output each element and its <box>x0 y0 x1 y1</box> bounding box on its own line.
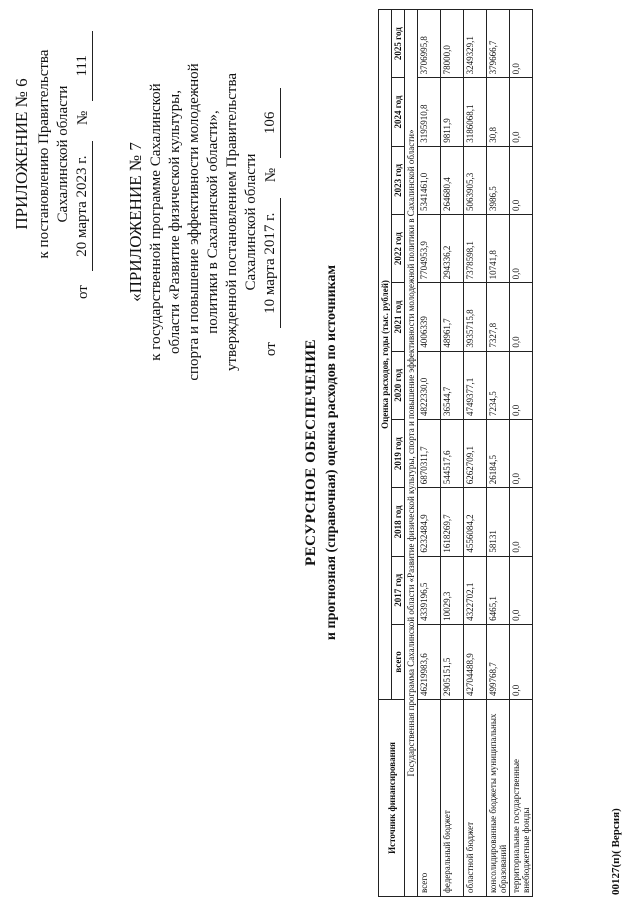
value-cell: 30,8 <box>487 78 510 146</box>
table-row <box>487 10 510 897</box>
value-cell: 0,0 <box>510 488 533 556</box>
value-cell: 6465,1 <box>487 556 510 624</box>
value-cell: 5063905,3 <box>464 146 487 214</box>
estimate-column-header: Оценка расходов, годы (тыс. рублей) <box>379 10 392 700</box>
table-row <box>510 10 533 897</box>
value-cell: 4322702,1 <box>464 556 487 624</box>
column-header: 2020 год <box>392 351 405 419</box>
value-cell: 42704488,9 <box>464 624 487 699</box>
value-cell: 2905151,5 <box>441 624 464 699</box>
value-cell: 0,0 <box>510 215 533 283</box>
column-header: 2018 год <box>392 488 405 556</box>
resource-table <box>378 9 533 897</box>
value-cell: 0,0 <box>510 10 533 78</box>
value-cell: 6870311,7 <box>418 419 441 487</box>
appendix-7-number: 106 <box>261 88 281 158</box>
column-header: 2021 год <box>392 283 405 351</box>
value-cell: 4822330,0 <box>418 351 441 419</box>
value-cell: 3986,5 <box>487 146 510 214</box>
value-cell: 9811,9 <box>441 78 464 146</box>
value-cell: 7234,5 <box>487 351 510 419</box>
column-header: 2017 год <box>392 556 405 624</box>
source-cell: территориальные государственные внебюджетные фонды <box>510 700 533 897</box>
appendix-7-from-label: от <box>263 342 279 357</box>
value-cell: 4006339 <box>418 283 441 351</box>
appendix-7-line: политики в Сахалинской области», <box>205 110 221 334</box>
appendix-7-line: утвержденной постановлением Правительства <box>224 72 240 372</box>
appendix-7-line: области «Развитие физической культуры, <box>167 90 183 355</box>
value-cell: 7378598,1 <box>464 215 487 283</box>
appendix-6-date: 20 марта 2023 г. <box>73 141 93 271</box>
value-cell: 0,0 <box>510 624 533 699</box>
value-cell: 10741,8 <box>487 215 510 283</box>
appendix-7-date-line <box>261 7 281 437</box>
value-cell: 6232484,9 <box>418 488 441 556</box>
value-cell: 7704953,9 <box>418 215 441 283</box>
value-cell: 264680,4 <box>441 146 464 214</box>
value-cell: 48961,7 <box>441 283 464 351</box>
document-footer-code: 00127(п)( Версия) <box>610 808 622 895</box>
column-header: 2019 год <box>392 419 405 487</box>
source-cell: федеральный бюджет <box>441 700 464 897</box>
column-header: всего <box>392 624 405 699</box>
column-header: 2023 год <box>392 146 405 214</box>
value-cell: 5341461,0 <box>418 146 441 214</box>
value-cell: 0,0 <box>510 283 533 351</box>
appendix-7-title: «ПРИЛОЖЕНИЕ № 7 <box>126 142 145 302</box>
appendix-7-line: к государственной программе Сахалинской <box>148 83 164 361</box>
value-cell: 58131 <box>487 488 510 556</box>
value-cell: 4339196,5 <box>418 556 441 624</box>
value-cell: 379666,7 <box>487 10 510 78</box>
value-cell: 3195910,8 <box>418 78 441 146</box>
source-column-header: Источник финансирования <box>379 700 405 897</box>
column-header: 2025 год <box>392 10 405 78</box>
value-cell: 3186068,1 <box>464 78 487 146</box>
source-cell: всего <box>418 700 441 897</box>
appendix-7-line: спорта и повышение эффективности молодежной <box>186 63 202 381</box>
appendix-6-line2: Сахалинской области <box>55 85 71 223</box>
table-header-row <box>379 10 392 897</box>
column-header: 2024 год <box>392 78 405 146</box>
document-heading: РЕСУРСНОЕ ОБЕСПЕЧЕНИЕ <box>303 338 319 567</box>
document-subheading: и прогнозная (справочная) оценка расходов по источникам <box>324 264 339 641</box>
value-cell: 499768,7 <box>487 624 510 699</box>
appendix-7-date: 10 марта 2017 г. <box>261 198 281 328</box>
source-cell: областной бюджет <box>464 700 487 897</box>
value-cell: 4749377,1 <box>464 351 487 419</box>
appendix-6-title: ПРИЛОЖЕНИЕ № 6 <box>12 78 31 230</box>
table-row <box>464 10 487 897</box>
value-cell: 36544,7 <box>441 351 464 419</box>
value-cell: 0,0 <box>510 556 533 624</box>
appendix-6-line1: к постановлению Правительства <box>36 49 52 259</box>
appendix-7-line: Сахалинской области <box>243 153 259 291</box>
program-title: Государственная программа Сахалинской области «Развитие физической культуры, спорта и повышение эффективности молодежной политики в Сахалинской области» <box>405 10 418 897</box>
value-cell: 0,0 <box>510 351 533 419</box>
value-cell: 1618269,7 <box>441 488 464 556</box>
value-cell: 0,0 <box>510 146 533 214</box>
appendix-7-block <box>126 7 281 437</box>
value-cell: 6262709,1 <box>464 419 487 487</box>
value-cell: 3706995,8 <box>418 10 441 78</box>
source-cell: консолидированные бюджеты муниципальных образований <box>487 700 510 897</box>
table-row <box>441 10 464 897</box>
appendix-6-date-line <box>73 9 93 299</box>
value-cell: 78000,0 <box>441 10 464 78</box>
value-cell: 544517,6 <box>441 419 464 487</box>
value-cell: 0,0 <box>510 78 533 146</box>
value-cell: 0,0 <box>510 419 533 487</box>
appendix-6-from-label: от <box>75 285 91 299</box>
value-cell: 26184,5 <box>487 419 510 487</box>
program-title-row <box>405 10 418 897</box>
value-cell: 46219983,6 <box>418 624 441 699</box>
table-row <box>418 10 441 897</box>
value-cell: 4556084,2 <box>464 488 487 556</box>
appendix-6-block <box>12 9 93 299</box>
appendix-6-number: 111 <box>73 31 93 101</box>
value-cell: 294336,2 <box>441 215 464 283</box>
value-cell: 3935715,8 <box>464 283 487 351</box>
column-header: 2022 год <box>392 215 405 283</box>
appendix-6-num-label: № <box>75 110 91 126</box>
value-cell: 3249329,1 <box>464 10 487 78</box>
value-cell: 10029,3 <box>441 556 464 624</box>
value-cell: 7327,8 <box>487 283 510 351</box>
appendix-7-num-label: № <box>263 167 279 183</box>
